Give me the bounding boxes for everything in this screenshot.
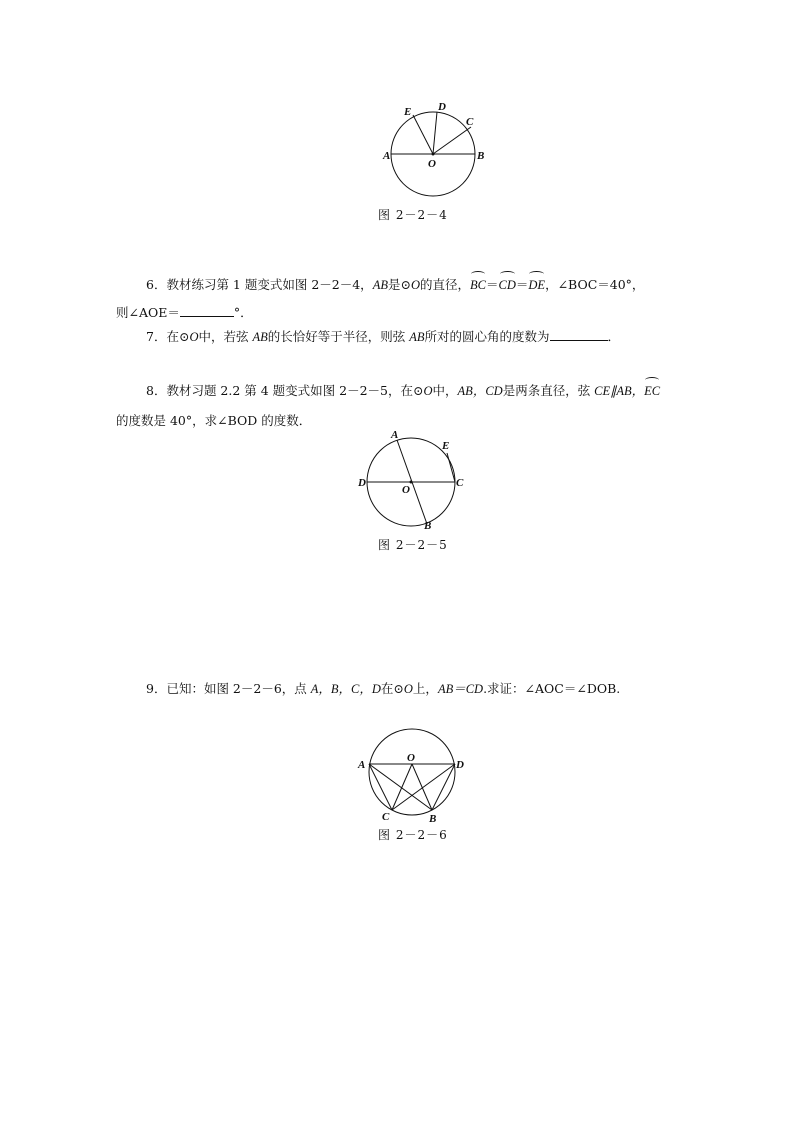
label-e: E [442,440,450,452]
q8-prefix: 8．教材习题 2.2 第 4 题变式如图 2－2－5，在⊙ [146,383,424,398]
figure-2-2-6-caption: 图 2－2－6 [378,828,448,842]
center-point [432,153,435,156]
q7-answer-blank[interactable] [550,328,608,341]
q6-answer-blank[interactable] [180,304,234,317]
q7-ab: AB [252,330,268,344]
radius-oe [413,115,433,154]
label-a: A [358,759,366,771]
label-d: D [358,477,366,489]
label-c: C [456,477,464,489]
label-c: C [382,811,390,823]
q6-arc-cd: CD [499,274,516,296]
q9-proof: .求证：∠AOC＝∠DOB. [483,681,621,696]
chord-ab [369,764,432,810]
q7-prefix: 7．在⊙ [146,329,190,344]
label-b: B [424,520,432,532]
label-b: B [477,150,485,162]
q8-middle: 中， [432,383,458,398]
label-o: O [402,484,410,496]
label-a: A [383,150,391,162]
label-a: A [391,429,399,441]
q6-arc-de: DE [528,274,545,296]
figure-2-2-5-diagram [355,428,475,538]
label-c: C [466,116,474,128]
q6-angle-boc: ，∠BOC＝40°， [545,277,645,292]
q7-ab2: AB [409,330,425,344]
q8-arc-ec: EC [644,380,660,402]
label-d: D [438,101,446,113]
q6-is-diameter: 是⊙ [387,277,411,292]
q6-ab: AB [372,278,388,292]
q7-o: O [189,330,199,344]
question-9 [146,678,620,700]
question-6-line-2 [116,302,253,324]
q8-two-diam: 是两条直径，弦 [502,383,595,398]
chord-dc [392,764,455,810]
label-o: O [407,752,415,764]
q7-period: ． [607,329,621,344]
q8-ab-cd: AB，CD [457,384,503,398]
q9-ab-cd: AB＝CD [437,682,484,696]
label-o: O [428,158,436,170]
q6-arc-bc: BC [470,274,486,296]
segment-ac [369,764,392,810]
label-e: E [404,106,412,118]
label-b: B [429,813,437,825]
radius-od [433,112,437,154]
q9-on: 在⊙ [380,681,404,696]
q8-ce-ab: CE∥AB， [594,384,645,398]
q6-o: O [410,278,420,292]
segment-db [432,764,455,810]
q9-prefix: 9．已知：如图 2－2－6，点 [146,681,311,696]
q6-prefix: 6．教材练习第 1 题变式如图 2－2－4， [146,277,373,292]
figure-2-2-5 [355,428,475,538]
q9-o: O [403,682,413,696]
q7-middle: 中，若弦 [198,329,253,344]
question-7 [146,326,620,348]
q6-diameter: 的直径， [419,277,470,292]
q7-end: 所对的圆心角的度数为 [424,329,550,344]
figure-2-2-4 [380,98,490,200]
q6-eq1: ＝ [485,277,499,292]
figure-2-2-6 [357,724,469,826]
q8-line2: 的度数是 40°，求∠BOD 的度数． [116,413,312,428]
q9-up: 上， [412,681,438,696]
figure-2-2-4-diagram [380,98,490,200]
figure-2-2-5-caption: 图 2－2－5 [378,538,448,552]
question-6-line-1 [146,274,644,296]
figure-2-2-4-caption: 图 2－2－4 [378,208,448,222]
radius-oc [433,127,471,154]
q9-points: A，B，C，D [310,682,381,696]
question-8-line-1 [146,380,660,402]
figure-2-2-6-diagram [357,724,469,826]
q6-line2-suffix: °． [233,305,253,320]
q8-o: O [423,384,433,398]
circle-o [369,729,455,815]
q7-rest: 的长恰好等于半径，则弦 [267,329,410,344]
q6-line2-prefix: 则∠AOE＝ [116,305,180,320]
q6-eq2: ＝ [515,277,529,292]
question-8-line-2 [116,410,311,432]
label-d: D [456,759,464,771]
chord-ce [447,453,455,482]
